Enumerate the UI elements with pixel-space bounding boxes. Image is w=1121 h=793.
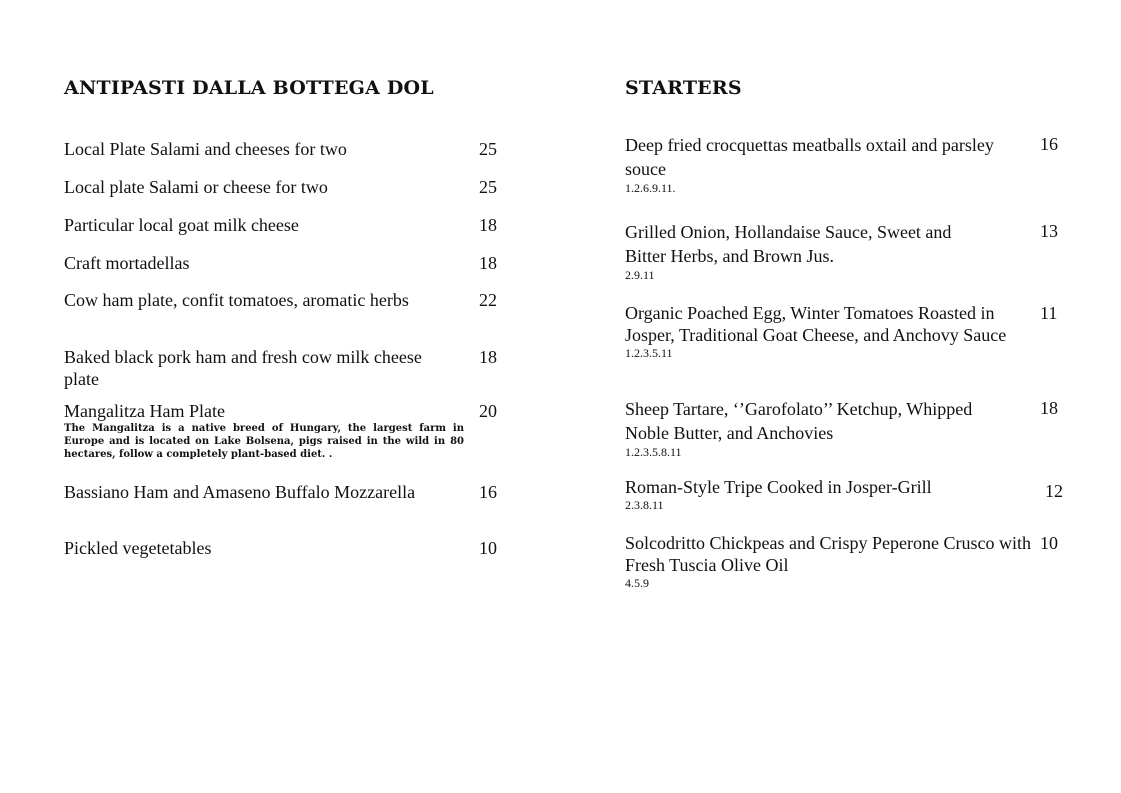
item-price: 12 (1045, 481, 1063, 501)
item-price: 25 (479, 177, 497, 197)
menu-item (64, 400, 524, 461)
menu-item (64, 214, 524, 236)
item-price: 10 (479, 538, 497, 558)
item-name: Grilled Onion, Hollandaise Sauce, Sweet and Bitter Herbs, and Brown Jus. (625, 222, 952, 266)
menu-item (625, 397, 1065, 460)
item-price: 18 (1040, 398, 1058, 418)
menu-item (64, 138, 524, 160)
item-name: Cow ham plate, confit tomatoes, aromatic herbs (64, 290, 409, 310)
item-allergens: 4.5.9 (625, 576, 649, 590)
menu-item (64, 289, 524, 311)
item-price: 16 (1040, 134, 1058, 154)
item-name: Solcodritto Chickpeas and Crispy Peperone Crusco with Fresh Tuscia Olive Oil (625, 533, 1031, 575)
item-price: 13 (1040, 221, 1058, 241)
menu-item (64, 252, 524, 274)
item-allergens: 2.9.11 (625, 268, 655, 282)
menu-item (625, 476, 1065, 513)
antipasti-heading: ANTIPASTI DALLA BOTTEGA DOL (64, 77, 434, 99)
item-price: 10 (1040, 533, 1058, 553)
menu-item (64, 346, 524, 390)
item-price: 18 (479, 253, 497, 273)
menu-item (625, 133, 1065, 196)
item-name: Roman-Style Tripe Cooked in Josper-Grill (625, 477, 932, 497)
item-name: Local Plate Salami and cheeses for two (64, 139, 347, 159)
item-allergens: 1.2.6.9.11. (625, 181, 676, 195)
menu-item (625, 302, 1065, 361)
item-name: Organic Poached Egg, Winter Tomatoes Roasted in Josper, Traditional Goat Cheese, and Anchovy Sauce (625, 303, 1007, 345)
item-price: 11 (1040, 303, 1058, 323)
item-price: 20 (479, 401, 497, 421)
item-allergens: 2.3.8.11 (625, 498, 664, 512)
item-price: 16 (479, 482, 497, 502)
menu-item (64, 537, 524, 559)
menu-item (64, 481, 524, 503)
item-name: Deep fried crocquettas meatballs oxtail and parsley souce (625, 135, 994, 179)
item-allergens: 1.2.3.5.8.11 (625, 445, 682, 459)
item-allergens: 1.2.3.5.11 (625, 346, 673, 360)
item-name: Sheep Tartare, ‘’Garofolato’’ Ketchup, Whipped Noble Butter, and Anchovies (625, 399, 973, 443)
item-price: 22 (479, 290, 497, 310)
item-price: 18 (479, 215, 497, 235)
item-description: The Mangalitza is a native breed of Hungary, the largest farm in Europe and is located on Lake Bolsena, pigs raised in the wild in 80 hectares, follow a completely plant-based diet. . (64, 423, 464, 460)
item-price: 18 (479, 347, 497, 367)
menu-item (625, 220, 1065, 283)
item-name: Baked black pork ham and fresh cow milk cheese plate (64, 347, 422, 389)
item-name: Bassiano Ham and Amaseno Buffalo Mozzarella (64, 482, 416, 502)
item-name: Pickled vegetetables (64, 538, 212, 558)
item-name: Mangalitza Ham Plate (64, 401, 225, 421)
item-price: 25 (479, 139, 497, 159)
item-name: Craft mortadellas (64, 253, 190, 273)
menu-item (64, 176, 524, 198)
item-name: Particular local goat milk cheese (64, 215, 299, 235)
item-name: Local plate Salami or cheese for two (64, 177, 328, 197)
menu-item (625, 532, 1065, 591)
starters-heading: STARTERS (625, 77, 742, 99)
